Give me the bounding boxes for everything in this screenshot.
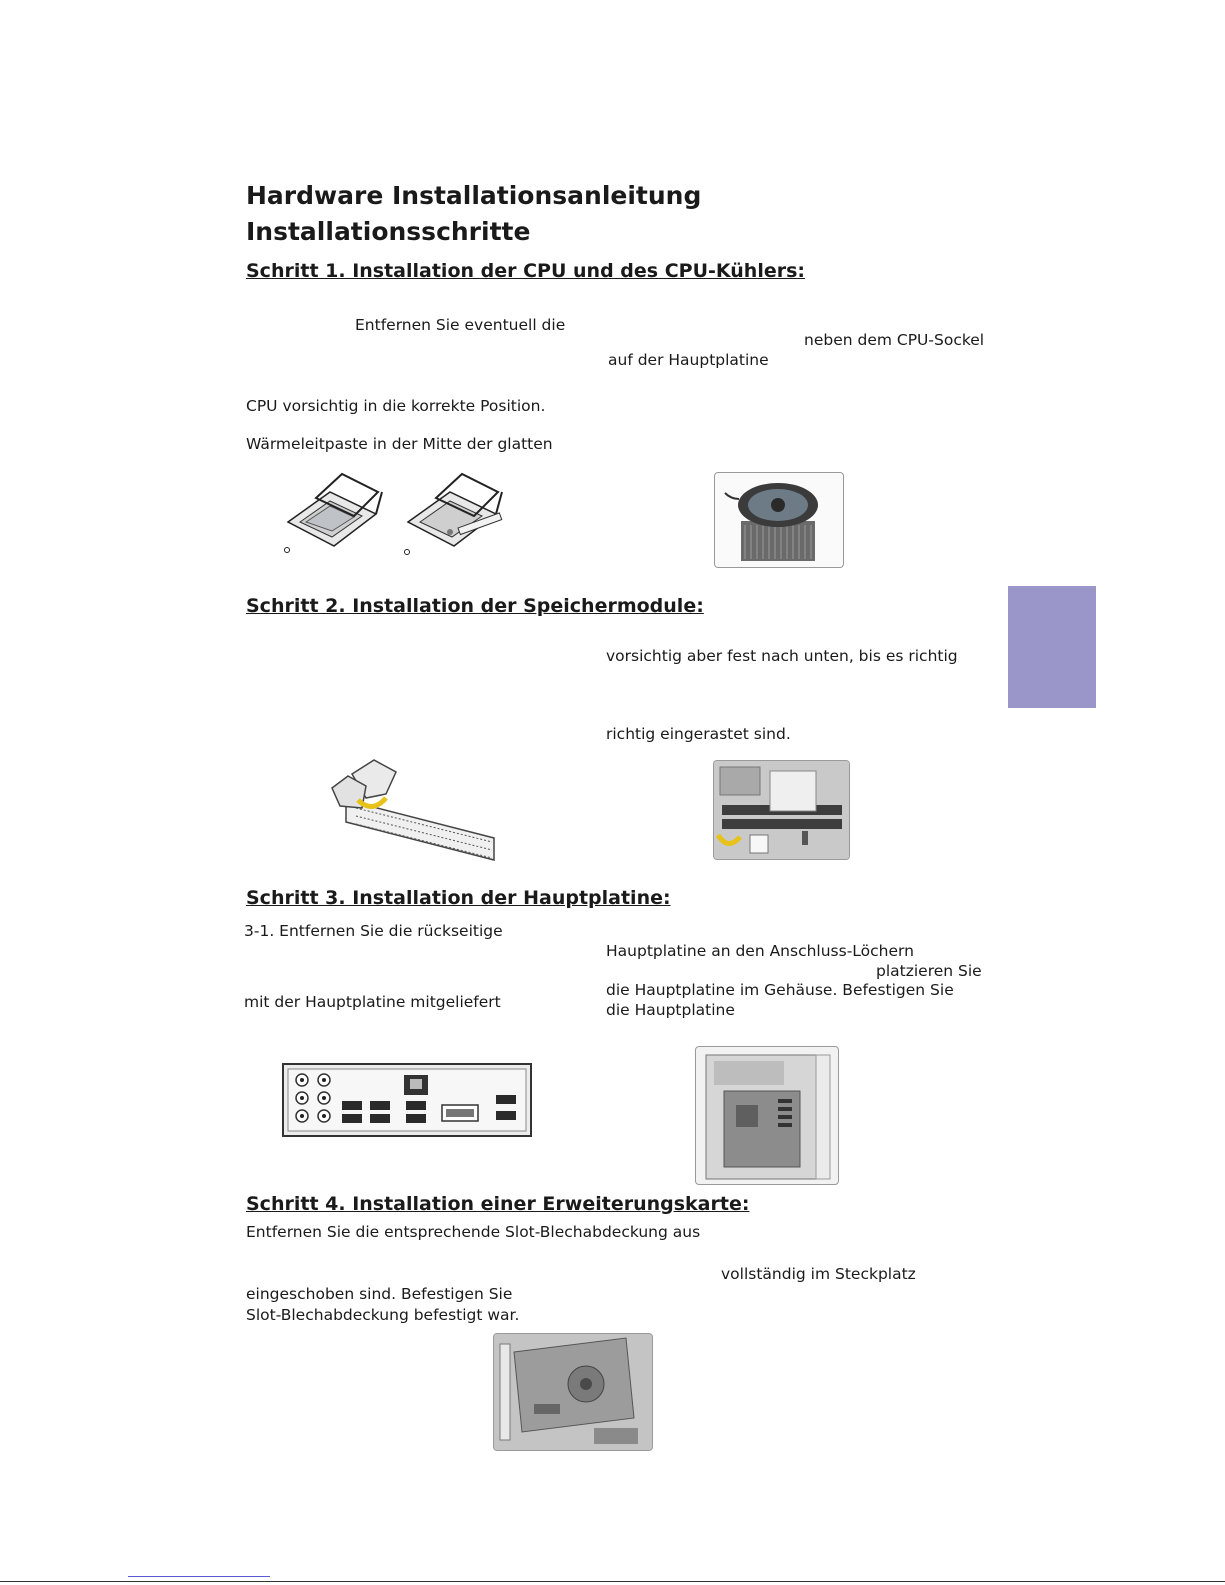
step2-text-2: richtig eingerastet sind. — [606, 725, 791, 743]
expansion-card-photo — [493, 1333, 653, 1451]
step1-text-3: auf der Hauptplatine — [608, 351, 769, 369]
step1-text-1: Entfernen Sie eventuell die — [355, 316, 566, 334]
pc-case-photo — [695, 1046, 839, 1185]
step1-heading: Schritt 1. Installation der CPU und des CPU-Kühlers: — [246, 260, 805, 282]
step2-text-1: vorsichtig aber fest nach unten, bis es richtig — [606, 647, 958, 665]
step3-text-3: platzieren Sie — [876, 962, 982, 980]
memory-slot-illustration — [326, 742, 498, 864]
footer-link-underline — [128, 1576, 270, 1577]
step3-text-4: die Hauptplatine im Gehäuse. Befestigen Sie — [606, 981, 954, 999]
document-subtitle: Installationsschritte — [246, 217, 531, 246]
memory-install-photo — [713, 760, 850, 860]
step1-text-5: Wärmeleitpaste in der Mitte der glatten — [246, 435, 553, 453]
cpu-cooler-photo — [714, 472, 844, 568]
footer-divider — [0, 1581, 1225, 1582]
step3-text-2: Hauptplatine an den Anschluss-Löchern — [606, 942, 914, 960]
step3-heading: Schritt 3. Installation der Hauptplatine: — [246, 887, 671, 909]
cpu-socket-open-illustration — [278, 470, 390, 562]
step4-text-2: vollständig im Steckplatz — [721, 1265, 916, 1283]
step3-text-6: die Hauptplatine — [606, 1001, 735, 1019]
step4-heading: Schritt 4. Installation einer Erweiterungskarte: — [246, 1193, 750, 1215]
step1-text-4: CPU vorsichtig in die korrekte Position. — [246, 397, 546, 415]
thermal-paste-illustration — [398, 470, 510, 562]
io-shield-illustration — [282, 1063, 532, 1137]
step4-text-3: eingeschoben sind. Befestigen Sie — [246, 1285, 513, 1303]
step3-text-5: mit der Hauptplatine mitgeliefert — [244, 993, 501, 1011]
chapter-side-tab — [1008, 586, 1096, 708]
document-title: Hardware Installationsanleitung — [246, 181, 702, 210]
step1-text-2: neben dem CPU-Sockel — [804, 331, 985, 349]
step4-text-1: Entfernen Sie die entsprechende Slot-Blechabdeckung aus — [246, 1223, 701, 1241]
step2-heading: Schritt 2. Installation der Speichermodule: — [246, 595, 704, 617]
step4-text-4: Slot-Blechabdeckung befestigt war. — [246, 1306, 520, 1324]
step3-text-1: 3-1. Entfernen Sie die rückseitige — [244, 922, 503, 940]
